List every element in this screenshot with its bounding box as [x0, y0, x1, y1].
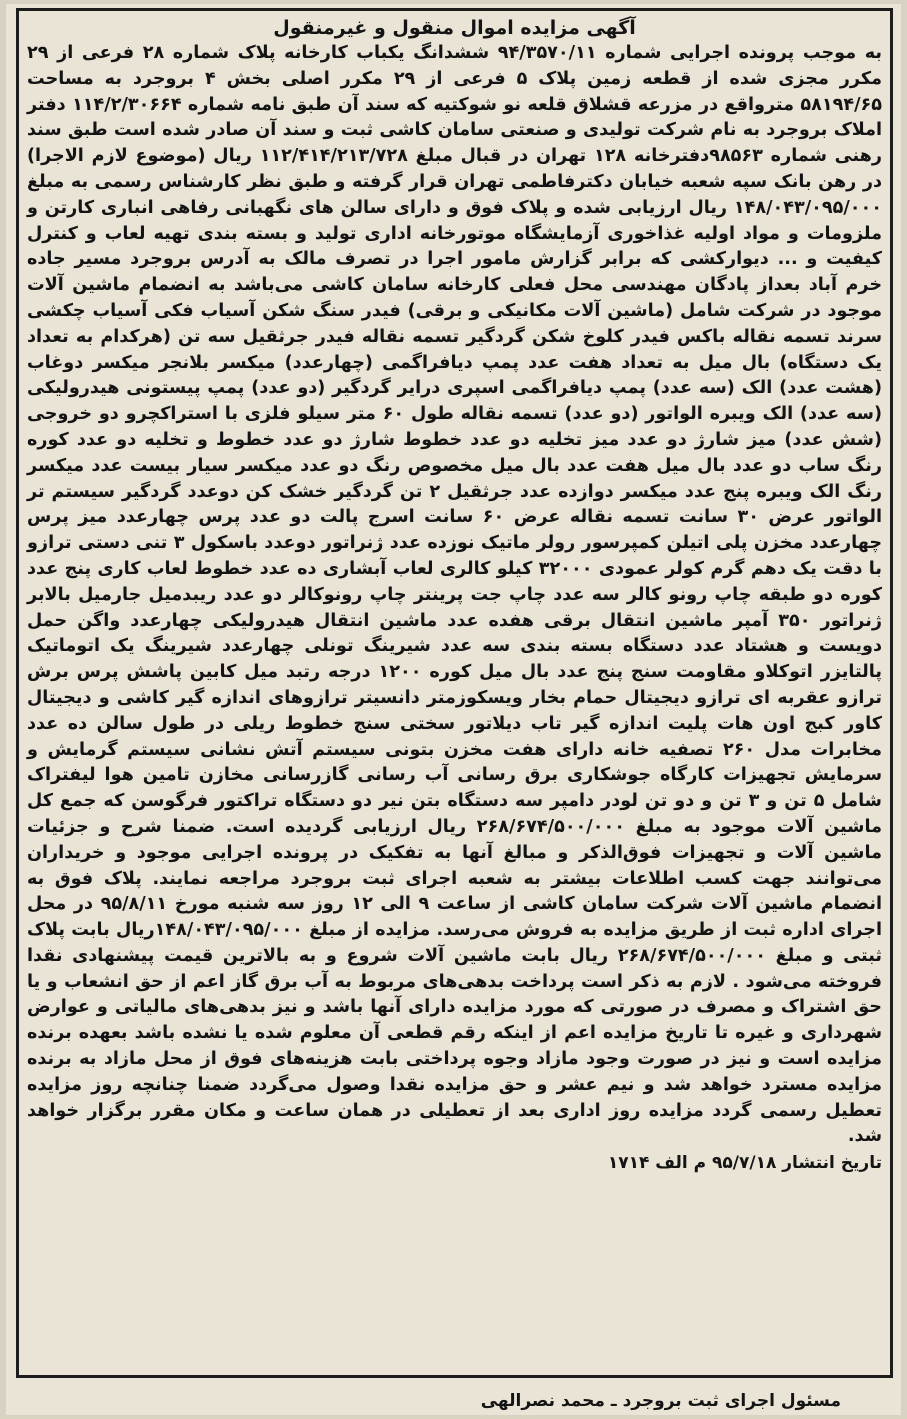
notice-title: آگهی مزایده اموال منقول و غیرمنقول — [273, 17, 636, 39]
notice-body: به موجب پرونده اجرایی شماره ۹۴/۳۵۷۰/۱۱ ششدانگ یکباب کارخانه پلاک شماره ۲۸ فرعی از ۲۹ مکرر مجزی شده از قطعه زمین پلاک ۵ فرعی از ۲۹ مکرر اصلی بخش ۴ بروجرد به مساحت ۵۸۱۹۴/۶۵ مترواقع در مزرعه قشلاق قلعه نو شوکتیه که سند آن طبق نامه شماره ۱۱۴/۲/۳۰۶۶۴ دفتر املاک بروجرد به نام شرکت تولیدی و صنعتی سامان کاشی ثبت و سند آن صادر شده است طبق سند رهنی شماره ۹۸۵۶۳دفترخانه ۱۲۸ تهران در قبال مبلغ ۱۱۲/۴۱۴/۲۱۳/۷۲۸ ریال (موضوع لازم الاجرا) در رهن بانک سپه شعبه خیابان دکترفاطمی تهران قرار گرفته و طبق نظر کارشناس رسمی به مبلغ ۱۴۸/۰۴۳/۰۹۵/۰۰۰ ریال ارزیابی شده و پلاک فوق و دارای سالن های نگهبانی رفاهی انباری کارتن و ملزومات و مواد اولیه غذاخوری آزمایشگاه موتورخانه اداری تولید و بسته بندی تهیه لعاب و کنترل کیفیت و ... دیوارکشی که برابر گزارش مامور اجرا در تصرف مالک به آدرس بروجرد مسیر جاده خرم آباد بعداز پادگان مهندسی محل فعلی کارخانه سامان کاشی می‌باشد به انضمام ماشین آلات موجود در شرکت شامل (ماشین آلات مکانیکی و برقی) فیدر سنگ شکن آسیاب فکی آسیاب چکشی سرند تسمه نقاله باکس فیدر کلوخ شکن گردگیر تسمه نقاله فیدر جرثقیل سه تن (هرکدام به تعداد یک دستگاه) بال میل به تعداد هفت عدد پمپ دیافراگمی (چهارعدد) میکسر بلانجر میکسر دوغاب (هشت عدد) الک (سه عدد) پمپ دیافراگمی اسپری درایر گردگیر (دو عدد) پمپ پیستونی هیدرولیکی (سه عدد) الک ویبره الواتور (دو عدد) تسمه نقاله طول ۶۰ متر سیلو فلزی با استراکچرو دو خروجی (شش عدد) میز شارژ دو عدد میز تخلیه دو عدد خطوط شارژ دو عدد خطوط و تخلیه دو عدد کوره رنگ ساب دو عدد بال میل هفت عدد بال میل مخصوص رنگ دو عدد میکسر سیار بیست عدد میکسر رنگ الک ویبره پنج عدد میکسر دوازده عدد جرثقیل ۲ تن گردگیر خشک کن دوعدد گردگیر سیستم تر الواتور عرض ۳۰ سانت تسمه نقاله عرض ۶۰ سانت اسرج پالت دو عدد پرس چهارعدد میز پرس چهارعدد مخزن پلی اتیلن کمپرسور رولر ماتیک نوزده عدد ژنراتور دوعدد باسکول ۳ تنی دستی ترازو با دقت یک دهم گرم کولر عمودی ۳۲۰۰۰ کیلو کالری لعاب آبشاری ده عدد خطوط لعاب کاری پنج عدد کوره دو طبقه چاپ رونو کالر سه عدد چاپ جت پرینتر چاپ رونوکالر دو عدد ریبدمیل جارمیل بالابر ژنراتور ۳۵۰ آمپر ماشین انتقال برقی هفده عدد ماشین انتقال هیدرولیکی چهارعدد واگن حمل دویست و هشتاد عدد دستگاه بسته بندی سه عدد شیرینگ تونلی چهارعدد شیرینگ یک اتوماتیک پالتایزر اتوکلاو مقاومت سنج پنج عدد بال میل کوره ۱۲۰۰ درجه رتبد میل کابین پاشش پرس برش ترازو عقربه ای ترازو دیجیتال حمام بخار ویسکوزمتر دانسیتر ترازوهای اندازه گیر کاشی و دیجیتال کاور کبج اون هات پلیت اندازه گیر تاب دیلاتور سختی سنج خطوط ریلی در طول سالن ده عدد مخابرات مدل ۲۶۰ تصفیه خانه دارای هفت مخزن بتونی سیستم آتش نشانی سیستم گرمایش و سرمایش تجهیزات کارگاه جوشکاری برق رسانی آب رسانی گازرسانی مخازن تامین هوا لیفتراک شامل ۵ تن و ۳ تن و دو تن لودر دامپر سه دستگاه بتن نیر دو دستگاه تراکتور فرگوسن که جمع کل ماشین آلات موجود به مبلغ ۲۶۸/۶۷۴/۵۰۰/۰۰۰ ریال ارزیابی گردیده است. ضمنا شرح و جزئیات ماشین آلات و تجهیزات فوق‌الذکر و مبالغ آنها به تفکیک در پرونده اجرایی موجود و خریداران می‌توانند جهت کسب اطلاعات بیشتر به شعبه اجرای ثبت بروجرد مراجعه نمایند. پلاک فوق به انضمام ماشین آلات شرکت سامان کاشی از ساعت ۹ الی ۱۲ روز سه شنبه مورخ ۹۵/۸/۱۱ در محل اجرای اداره ثبت از طریق مزایده به فروش می‌رسد. مزایده از مبلغ ۱۴۸/۰۴۳/۰۹۵/۰۰۰ریال بابت پلاک ثبتی و مبلغ ۲۶۸/۶۷۴/۵۰۰/۰۰۰ ریال بابت ماشین آلات شروع و به بالاترین قیمت پیشنهادی نقدا فروخته می‌شود . لازم به ذکر است پرداخت بدهی‌های مربوط به آب برق گاز اعم از حق انشعاب و یا حق اشتراک و مصرف در صورتی که مورد مزایده دارای آنها باشد و نیز بدهی‌های مالیاتی و عوارض شهرداری و غیره تا تاریخ مزایده اعم از اینکه رقم قطعی آن معلوم شده یا نشده باشد بعهده برنده مزایده است و نیز در صورت وجود مازاد وجوه پرداختی بابت هزینه‌های فوق از محل مازاد به برنده مزایده مسترد خواهد شد و نیم عشر و حق مزایده نقدا وصول می‌گردد ضمنا چنانچه روز مزایده تعطیل رسمی گردد مزایده روز اداری بعد از تعطیلی در همان ساعت و مکان مقرر برگزار خواهد شد. — [27, 43, 883, 1147]
signature-line: مسئول اجرای ثبت بروجرد ـ محمد نصرالهی — [480, 1391, 841, 1411]
newspaper-clipping — [6, 4, 901, 1415]
publish-date: تاریخ انتشار ۹۵/۷/۱۸ م الف ۱۷۱۴ — [607, 1153, 882, 1174]
auction-notice-box — [16, 8, 893, 1378]
